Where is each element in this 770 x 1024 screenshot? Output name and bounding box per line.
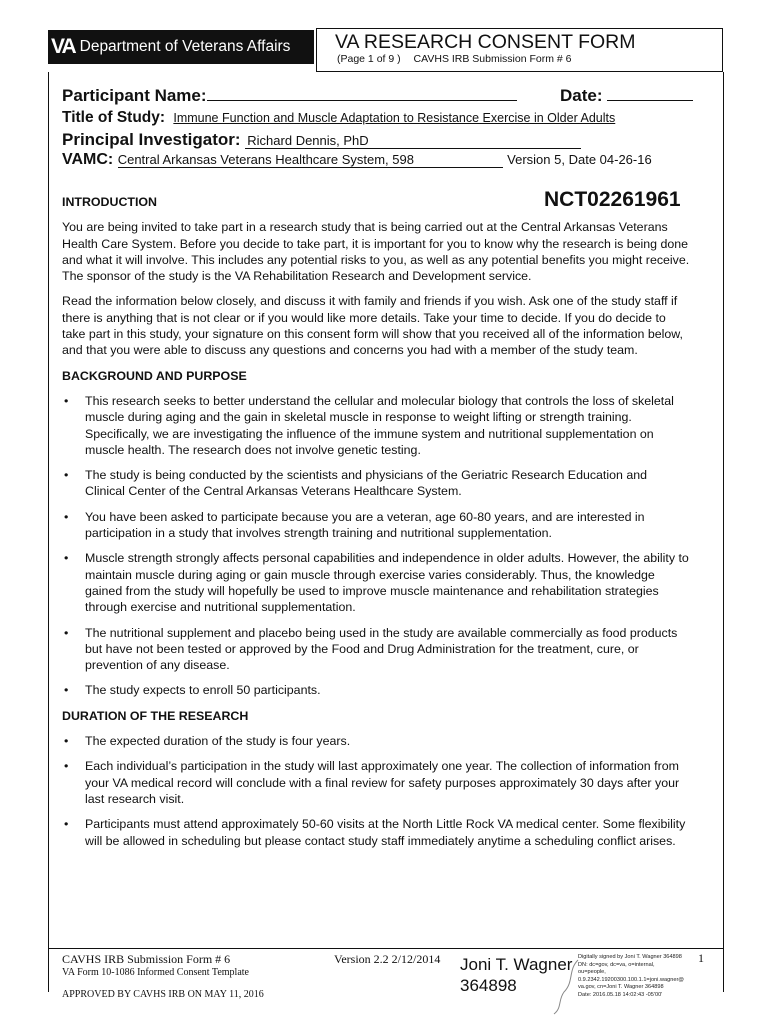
duration-heading: DURATION OF THE RESEARCH: [62, 708, 249, 723]
signature-detail-line: 0.9.2342.19200300.100.1.1=joni.wagner@: [578, 976, 684, 983]
footer-approval: APPROVED BY CAVHS IRB ON MAY 11, 2016: [62, 989, 264, 1000]
date-field[interactable]: [607, 86, 693, 101]
va-header-banner: [48, 30, 314, 64]
pi-label: Principal Investigator:: [62, 130, 241, 149]
vamc-label: VAMC:: [62, 151, 114, 168]
list-item: • The nutritional supplement and placebo being used in the study are available commercially as food products but have not been tested or approved by the Food and Drug Administration for the treatment, cure, or prevention of any disease.: [62, 625, 690, 674]
footer-form-id: CAVHS IRB Submission Form # 6: [62, 952, 231, 966]
list-item: • Participants must attend approximately 50-60 visits at the North Little Rock VA medical center. Some flexibility will be allowed in scheduling but please contact study staff immediately anytime a scheduling conflict arises.: [62, 816, 690, 849]
page-frame-left: [48, 72, 49, 992]
vamc-value: Central Arkansas Veterans Healthcare System, 598: [118, 152, 503, 168]
study-title-row: [62, 109, 615, 127]
participant-name-label: Participant Name:: [62, 86, 207, 105]
version-label: Version 5, Date 04-26-16: [507, 152, 652, 167]
background-list: [62, 393, 690, 699]
nct-number: NCT02261961: [544, 188, 681, 211]
background-heading: BACKGROUND AND PURPOSE: [62, 368, 247, 383]
page-number: 1: [698, 951, 704, 965]
participant-name-row: [62, 86, 517, 106]
duration-list: [62, 733, 690, 849]
list-item: • The expected duration of the study is four years.: [62, 733, 690, 749]
footer-template: VA Form 10-1086 Informed Consent Template: [62, 967, 249, 978]
va-logo: VA: [51, 35, 75, 58]
date-row: [560, 86, 693, 106]
date-label: Date:: [560, 86, 603, 105]
signature-detail-line: va.gov, cn=Joni T. Wagner 364898: [578, 984, 664, 991]
vamc-row: [62, 151, 652, 169]
intro-paragraph: Read the information below closely, and discuss it with family and friends if you wish. Ask one of the study staff if there is anything that is not clear or if you would like more details. Take your time to decide. If you do decide to take part in this study, your signature on this consent form will show that you received all of the information below, and that you were able to discuss any questions and concerns you had with a member of the study team.: [62, 294, 683, 358]
signer-name: Joni T. Wagner: [460, 955, 573, 974]
list-item: • The study is being conducted by the scientists and physicians of the Geriatric Research Education and Clinical Center of the Central Arkansas Veterans Healthcare System.: [62, 467, 690, 500]
department-name: Department of Veterans Affairs: [79, 38, 291, 55]
page-footer: [48, 948, 724, 1018]
pi-row: [62, 130, 581, 150]
list-item: • The study expects to enroll 50 participants.: [62, 682, 690, 698]
list-item: • Muscle strength strongly affects personal capabilities and independence in older adults. However, the ability to maintain muscle during aging or gain muscle through exercise varies considerably. Thus, the knowledge gained from the study will hopefully be used to improve muscle maintenance and rehabilitation strategies through exercise and nutritional supplementation.: [62, 550, 690, 615]
pi-value: Richard Dennis, PhD: [245, 133, 581, 149]
participant-name-field[interactable]: [207, 86, 517, 101]
form-subtitle: [337, 53, 571, 65]
form-title: VA RESEARCH CONSENT FORM: [335, 31, 636, 53]
consent-body: [62, 194, 690, 858]
introduction-heading: INTRODUCTION: [62, 195, 157, 209]
intro-paragraph: You are being invited to take part in a research study that is being carried out at the Central Arkansas Veterans Health Care System. Before you decide to take part, it is important for you to know why the research is being done and what it will involve. This includes any potential risks to you, as well as any potential benefits you might receive. The sponsor of the study is the VA Rehabilitation Research and Development service.: [62, 220, 690, 284]
list-item: • You have been asked to participate because you are a veteran, age 60-80 years, and are interested in participation in a study that involves strength training and nutritional supplementation.: [62, 509, 690, 542]
signature-details: [578, 954, 698, 1000]
submission-form-label: CAVHS IRB Submission Form # 6: [413, 53, 572, 65]
page-frame-right: [723, 72, 724, 992]
footer-template-version: Version 2.2 2/12/2014: [334, 952, 441, 966]
list-item: • Each individual’s participation in the study will last approximately one year. The collection of information from your VA medical record will conclude with a final review for safety purposes approximately 30 days after your last research visit.: [62, 758, 690, 807]
form-title-box: [316, 28, 723, 72]
signature-detail-line: DN: dc=gov, dc=va, o=internal,: [578, 961, 655, 968]
page-info: (Page 1 of 9 ): [337, 53, 401, 65]
signature-detail-line: ou=people,: [578, 969, 606, 976]
signer-id: 364898: [460, 976, 517, 995]
study-title-label: Title of Study:: [62, 109, 166, 126]
list-item: • This research seeks to better understand the cellular and molecular biology that controls the loss of skeletal muscle during aging and the gain in skeletal muscle in response to weight lifting or strength training. Specifically, we are investigating the influence of the immune system and nutritional supplementation on muscle health. The research does not involve genetic testing.: [62, 393, 690, 458]
signature-detail-line: Date: 2016.05.18 14:02:43 -05'00': [578, 991, 663, 998]
signature-detail-line: Digitally signed by Joni T. Wagner 364898: [578, 954, 682, 960]
study-title-value: Immune Function and Muscle Adaptation to Resistance Exercise in Older Adults: [173, 111, 616, 125]
